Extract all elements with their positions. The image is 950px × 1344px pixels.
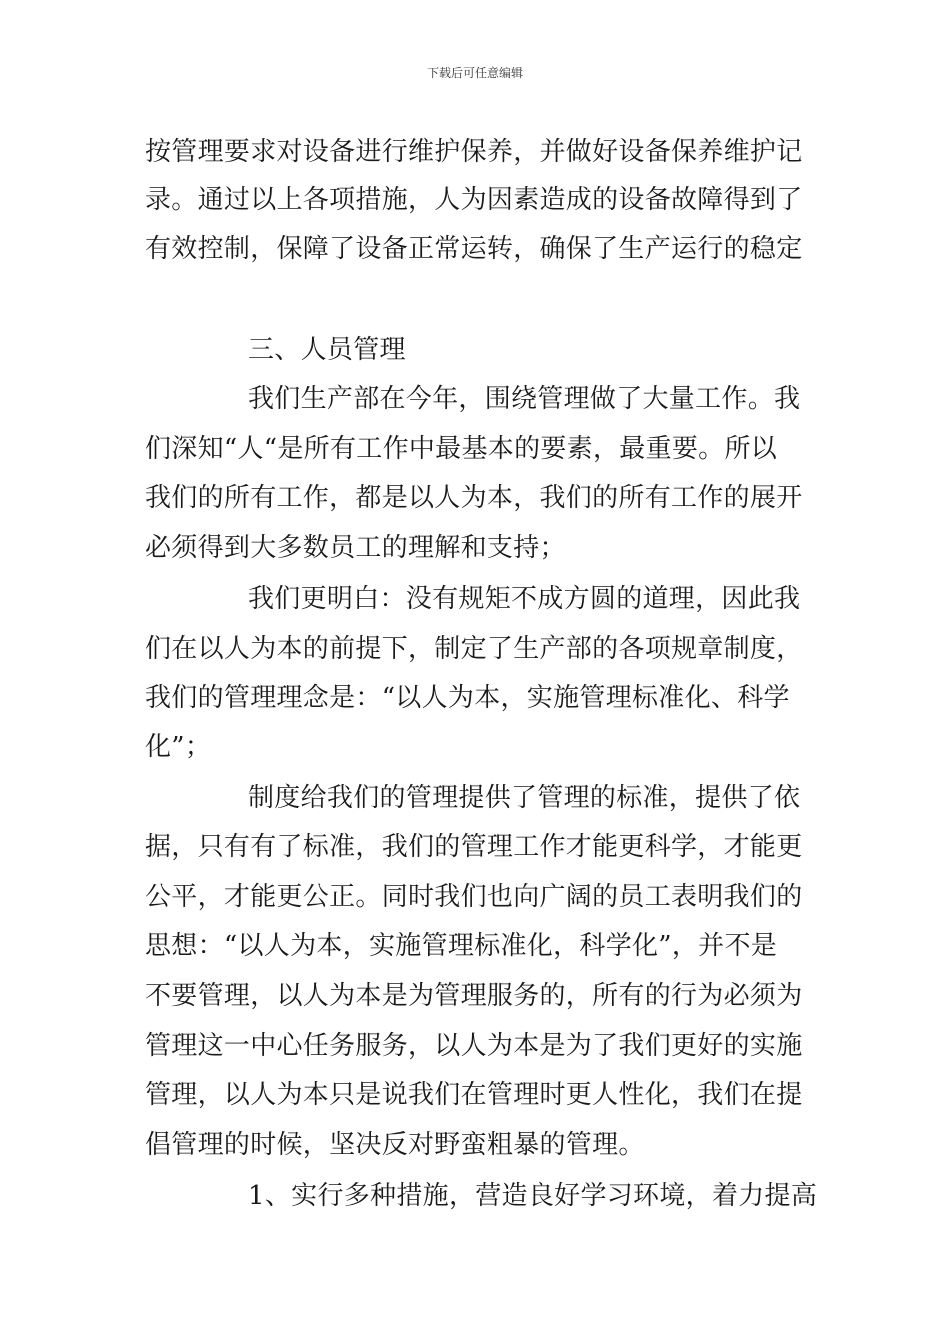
paragraph-first-line: 1、实行多种措施，营造良好学习环境，着力提高	[248, 1181, 818, 1211]
body-line: 有效控制，保障了设备正常运转，确保了生产运行的稳定	[145, 234, 803, 264]
body-line: 不要管理，以人为本是为管理服务的，所有的行为必须为	[145, 981, 803, 1011]
paragraph-first-line: 我们生产部在今年，围绕管理做了大量工作。我	[248, 384, 801, 414]
body-line: 公平，才能更公正。同时我们也向广阔的员工表明我们的	[145, 882, 803, 912]
page-header: 下载后可任意编辑	[426, 66, 523, 80]
body-line: 化”；	[145, 732, 212, 762]
body-line: 据，只有有了标准，我们的管理工作才能更科学，才能更	[145, 832, 803, 862]
body-line: 我们的管理理念是：“以人为本，实施管理标准化、科学	[145, 683, 790, 713]
paragraph-first-line: 制度给我们的管理提供了管理的标准，提供了依	[248, 783, 801, 813]
paragraph-first-line: 我们更明白：没有规矩不成方圆的道理，因此我	[248, 584, 801, 614]
body-line: 倡管理的时候，坚决反对野蛮粗暴的管理。	[145, 1130, 645, 1160]
body-line: 管理，以人为本只是说我们在管理时更人性化，我们在提	[145, 1080, 803, 1110]
body-line: 们在以人为本的前提下，制定了生产部的各项规章制度，	[145, 634, 803, 664]
body-line: 按管理要求对设备进行维护保养，并做好设备保养维护记	[145, 137, 803, 167]
body-line: 我们的所有工作，都是以人为本，我们的所有工作的展开	[145, 483, 803, 513]
body-line: 思想：“以人为本，实施管理标准化，科学化”，并不是	[145, 931, 778, 961]
body-line: 管理这一中心任务服务，以人为本是为了我们更好的实施	[145, 1031, 803, 1061]
body-line: 必须得到大多数员工的理解和支持；	[145, 533, 566, 563]
body-line: 们深知“人“是所有工作中最基本的要素，最重要。所以	[145, 434, 778, 464]
section-heading: 三、人员管理	[248, 335, 406, 365]
body-line: 录。通过以上各项措施，人为因素造成的设备故障得到了	[145, 185, 803, 215]
